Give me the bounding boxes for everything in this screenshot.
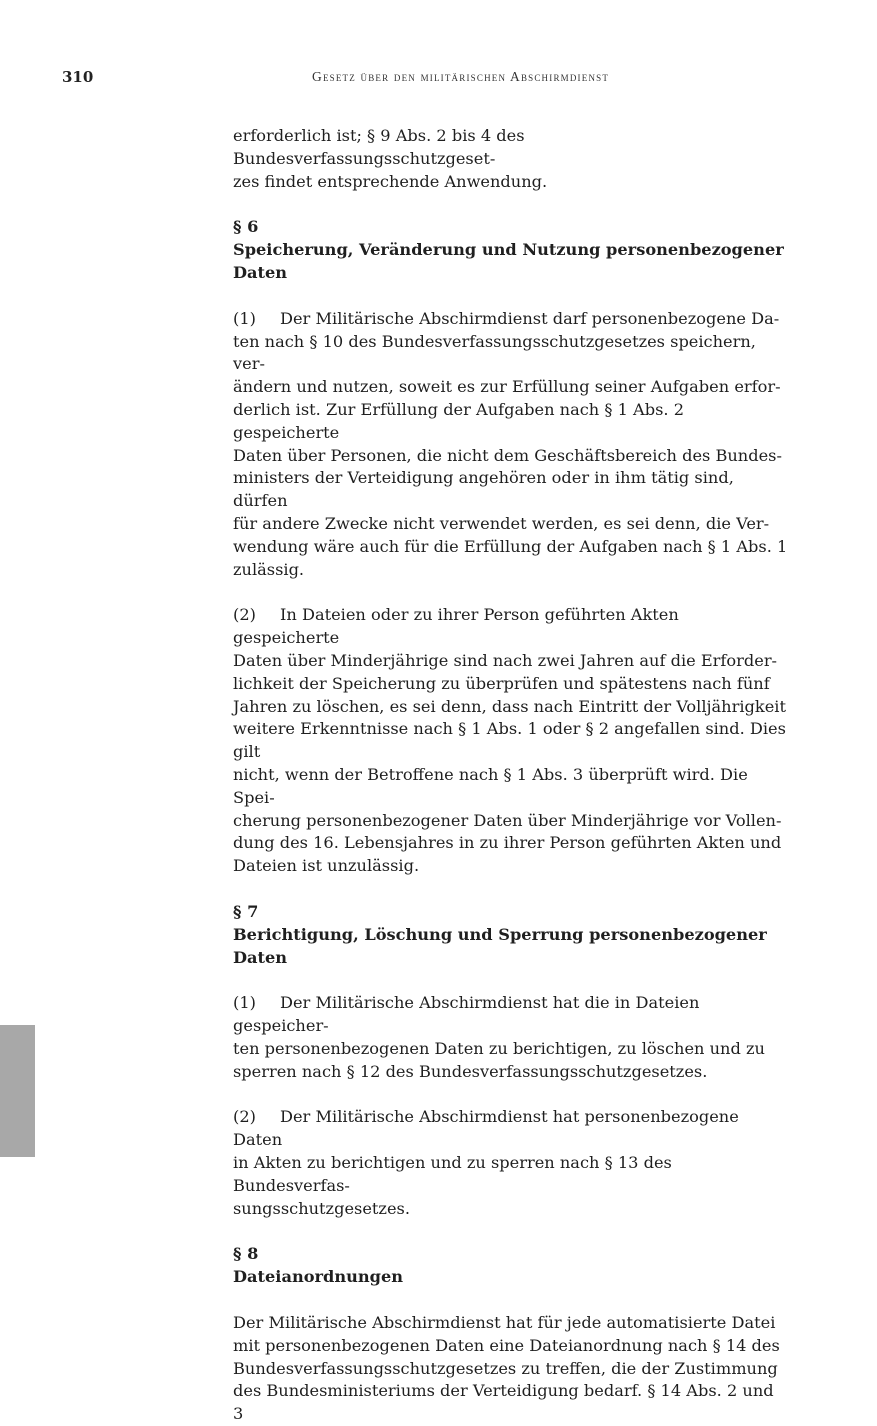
section-6-number: § 6 [233, 217, 259, 237]
body-text [233, 125, 789, 1426]
text-line: sperren nach § 12 des Bundesverfassungsschutzgesetzes. [233, 1061, 708, 1081]
text-line: Daten über Minderjährige sind nach zwei Jahren auf die Erforder- [233, 650, 778, 670]
title-line: Berichtigung, Löschung und Sperrung personenbezogener [233, 924, 767, 944]
chapter-thumb-tab [0, 1025, 35, 1157]
lead-paragraph [233, 125, 789, 193]
text-line: erforderlich ist; § 9 Abs. 2 bis 4 des Bundesverfassungsschutzgeset- [233, 126, 525, 168]
text-line: Jahren zu löschen, es sei denn, dass nach Eintritt der Volljährigkeit [233, 696, 786, 716]
text-line: Der Militärische Abschirmdienst darf personenbezogene Da- [280, 308, 780, 328]
section-7-title [233, 924, 789, 970]
title-line: Speicherung, Veränderung und Nutzung personenbezogener [233, 240, 784, 260]
section-7-number: § 7 [233, 901, 259, 921]
section-8-title [233, 1266, 789, 1289]
section-7-paragraph-2 [233, 1106, 789, 1220]
text-line: weitere Erkenntnisse nach § 1 Abs. 1 oder § 2 angefallen sind. Dies gilt [233, 719, 786, 762]
section-8-paragraph [233, 1312, 789, 1426]
section-6-paragraph-1 [233, 308, 789, 582]
paragraph-number: (2) [233, 1107, 256, 1127]
text-line: mit personenbezogenen Daten eine Dateianordnung nach § 14 des [233, 1335, 780, 1355]
text-line: lichkeit der Speicherung zu überprüfen und spätestens nach fünf [233, 673, 770, 693]
text-line: Der Militärische Abschirmdienst hat für jede automatisierte Datei [233, 1313, 776, 1333]
text-line: Der Militärische Abschirmdienst hat personenbezogene Daten [233, 1107, 739, 1150]
text-line: Dateien ist unzulässig. [233, 856, 420, 876]
text-line: in Akten zu berichtigen und zu sperren nach § 13 des Bundesverfas- [233, 1153, 672, 1195]
text-line: ten nach § 10 des Bundesverfassungsschutzgesetzes speichern, ver- [233, 331, 756, 374]
text-line: Bundesverfassungsschutzgesetzes zu treffen, die der Zustimmung [233, 1358, 778, 1378]
text-line: Daten über Personen, die nicht dem Geschäftsbereich des Bundes- [233, 445, 782, 465]
paragraph-number: (2) [233, 605, 256, 625]
text-line: derlich ist. Zur Erfüllung der Aufgaben nach § 1 Abs. 2 gespeicherte [233, 399, 684, 442]
text-line: zulässig. [233, 559, 305, 579]
page-number: 310 [62, 68, 94, 86]
paragraph-number: (1) [233, 993, 256, 1013]
text-line: für andere Zwecke nicht verwendet werden, es sei denn, die Ver- [233, 513, 770, 533]
text-line: In Dateien oder zu ihrer Person geführten Akten gespeicherte [233, 605, 679, 648]
title-line: Dateianordnungen [233, 1267, 404, 1287]
section-7-paragraph-1 [233, 992, 789, 1083]
text-line: des Bundesministeriums der Verteidigung bedarf. § 14 Abs. 2 und 3 [233, 1381, 774, 1424]
text-line: dung des 16. Lebensjahres in zu ihrer Person geführten Akten und [233, 833, 782, 853]
text-line: zes findet entsprechende Anwendung. [233, 171, 548, 191]
section-6-title [233, 239, 789, 285]
title-line: Daten [233, 947, 288, 967]
section-6-paragraph-2 [233, 604, 789, 878]
text-line: ministers der Verteidigung angehören oder in ihm tätig sind, dürfen [233, 468, 734, 511]
text-line: ten personenbezogenen Daten zu berichtigen, zu löschen und zu [233, 1038, 765, 1058]
text-line: nicht, wenn der Betroffene nach § 1 Abs. 3 überprüft wird. Die Spei- [233, 764, 748, 807]
running-head: Gesetz über den militärischen Abschirmdienst [312, 69, 610, 84]
text-line: Der Militärische Abschirmdienst hat die in Dateien gespeicher- [233, 993, 700, 1036]
text-line: sungsschutzgesetzes. [233, 1198, 410, 1218]
title-line: Daten [233, 262, 288, 282]
paragraph-number: (1) [233, 308, 256, 328]
text-line: wendung wäre auch für die Erfüllung der Aufgaben nach § 1 Abs. 1 [233, 536, 788, 556]
text-line: ändern und nutzen, soweit es zur Erfüllung seiner Aufgaben erfor- [233, 377, 781, 397]
text-line: cherung personenbezogener Daten über Minderjährige vor Vollen- [233, 810, 782, 830]
section-8-number: § 8 [233, 1244, 259, 1264]
